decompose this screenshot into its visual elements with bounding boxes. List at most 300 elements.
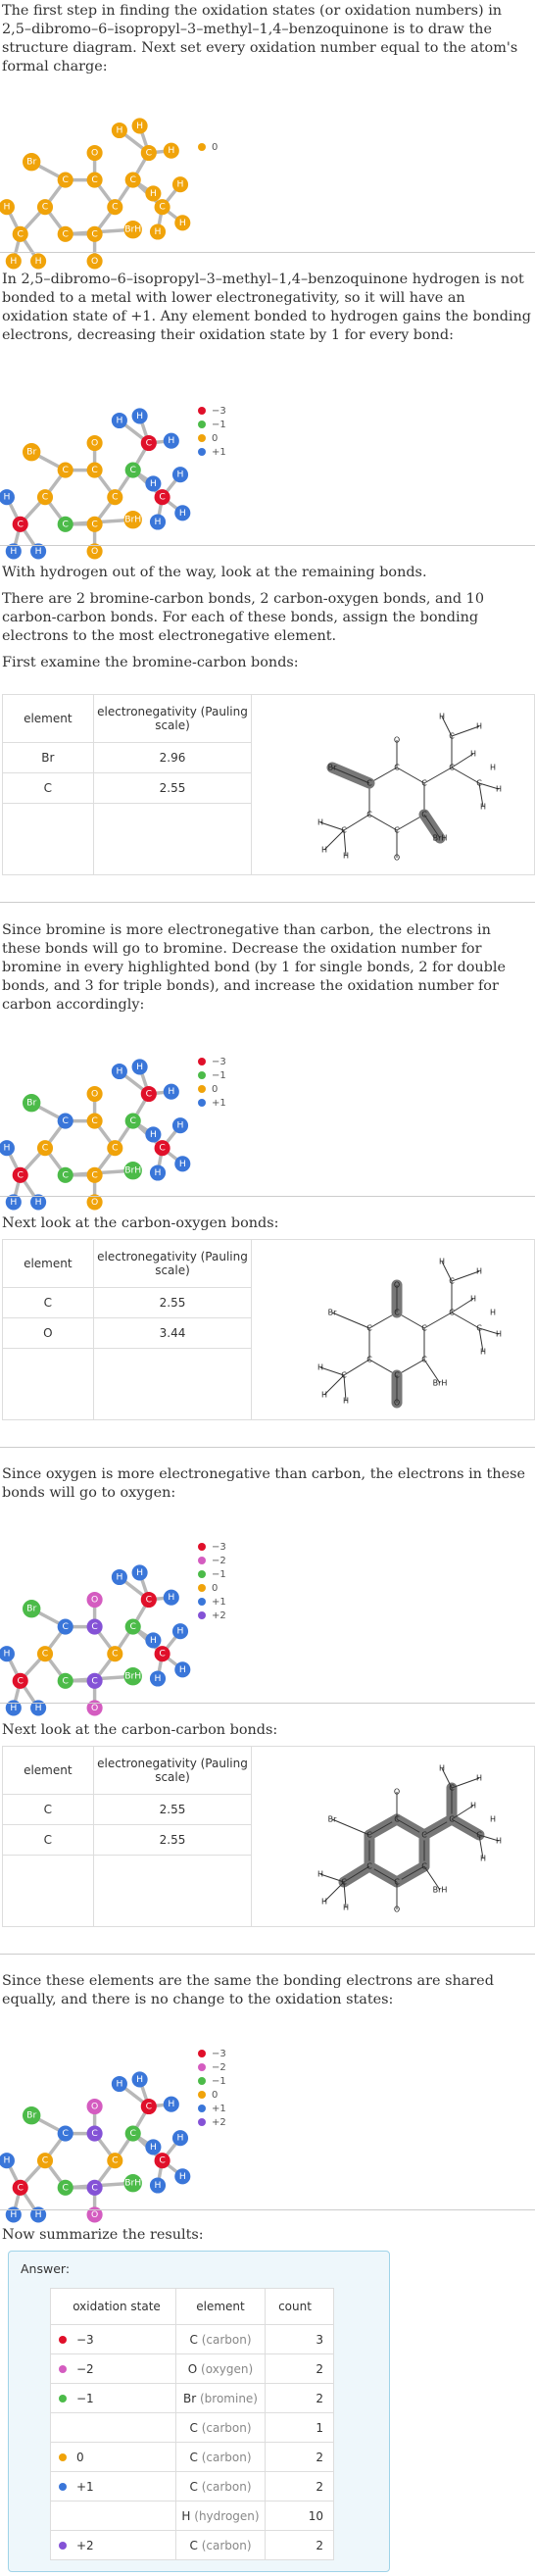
cell-oxidation-state — [51, 2325, 176, 2354]
table-row — [51, 2325, 334, 2354]
divider — [0, 1196, 535, 1197]
atom-label: H — [10, 545, 18, 557]
atom-label: H — [176, 1625, 184, 1637]
atom-label: C — [41, 201, 49, 213]
atom-label: H — [149, 477, 157, 489]
table-c-o — [2, 1239, 535, 1420]
legend-swatch — [198, 448, 206, 456]
atom-label: H — [480, 1854, 487, 1863]
atom-label: H — [3, 1142, 11, 1154]
element-name: (carbon) — [201, 2450, 252, 2464]
summary-section — [0, 2226, 535, 2245]
cell-element: C — [3, 773, 94, 804]
atom-label: H — [136, 2073, 144, 2085]
c-o-after-section — [0, 1465, 535, 1503]
atom-label: C — [159, 2155, 166, 2166]
summary-table — [50, 2288, 334, 2560]
atom-label: H — [178, 1158, 186, 1169]
atom-label: O — [394, 1398, 401, 1408]
atom-label: C — [91, 228, 98, 240]
atom-label: C — [476, 1830, 482, 1840]
atom-label: O — [394, 853, 401, 863]
bond — [424, 768, 452, 783]
atom-label: C — [476, 778, 482, 788]
header-element: element — [3, 1240, 94, 1288]
legend-label: 0 — [212, 432, 219, 444]
atom-label: C — [91, 174, 98, 186]
cell-oxidation-state — [51, 2413, 176, 2443]
atom-label: C — [91, 1115, 98, 1127]
atom-label: H — [439, 712, 446, 721]
atom-label: H — [496, 784, 503, 794]
legend-item — [198, 1540, 226, 1554]
atom-label: H — [321, 1897, 328, 1907]
atom-label: Br — [26, 1097, 37, 1109]
cell-oxidation-state — [51, 2472, 176, 2502]
cell-oxidation-state — [51, 2502, 176, 2531]
atom-label: C — [421, 810, 427, 819]
bond — [452, 1271, 479, 1281]
legend-swatch — [198, 421, 206, 428]
bond — [452, 768, 479, 783]
divider — [0, 252, 535, 253]
bond — [452, 726, 479, 736]
atom-label: BrH — [124, 2177, 142, 2189]
atom-label: C — [159, 201, 166, 213]
atom-label: C — [394, 825, 400, 835]
legend-swatch — [198, 1071, 206, 1079]
legend-label: +1 — [212, 1596, 226, 1608]
state-swatch — [59, 2453, 67, 2461]
atom-label: BrH — [124, 1164, 142, 1176]
atom-label: O — [394, 1280, 401, 1290]
atom-label: O — [394, 1787, 401, 1797]
divider — [0, 1447, 535, 1448]
legend-swatch — [198, 2050, 206, 2057]
table-row — [51, 2502, 334, 2531]
legend-label: 0 — [212, 2089, 219, 2101]
bonds-section — [0, 564, 535, 672]
atom-label: H — [116, 1065, 123, 1077]
br-c-intro: First examine the bromine-carbon bonds: — [2, 655, 299, 670]
atom-label: C — [129, 1621, 136, 1633]
atom-label: H — [470, 1801, 477, 1810]
atom-label: C — [394, 1370, 400, 1380]
atom-label: C — [62, 519, 69, 530]
divider — [0, 902, 535, 903]
atom-label: C — [17, 1169, 24, 1181]
cell-element — [176, 2325, 266, 2354]
blank-cell — [93, 804, 252, 875]
c-o-section — [0, 1214, 535, 1233]
legend-item — [198, 1595, 226, 1609]
atom-label: H — [154, 1673, 162, 1684]
atom-label: C — [41, 1142, 49, 1154]
legend-label: −2 — [212, 2061, 226, 2073]
legend-item — [198, 431, 226, 445]
legend-label: +2 — [212, 1610, 226, 1621]
cell-count: 2 — [266, 2531, 334, 2560]
cell-element — [176, 2531, 266, 2560]
legend-swatch — [198, 143, 206, 151]
bonds-text: There are 2 bromine-carbon bonds, 2 carbon-oxygen bonds, and 10 carbon-carbon bonds. For each of these bonds, assign the bonding electrons to the most electronegative element. — [2, 591, 484, 644]
atom-label: Br — [26, 1603, 37, 1614]
bond — [452, 1313, 479, 1328]
atom-label: C — [91, 2182, 98, 2194]
legend-swatch — [198, 1584, 206, 1592]
state-label: +2 — [76, 2538, 94, 2552]
cell-element — [176, 2443, 266, 2472]
atom-label: C — [91, 519, 98, 530]
atom-label: H — [168, 2099, 175, 2110]
atom-label: H — [480, 1347, 487, 1357]
atom-label: Br — [327, 763, 337, 772]
element-symbol: H — [181, 2508, 195, 2523]
atom-label: H — [490, 1814, 497, 1824]
atom-label: C — [17, 519, 24, 530]
atom-label: O — [394, 1905, 401, 1914]
legend-label: 0 — [212, 141, 219, 153]
legend-swatch — [198, 1058, 206, 1065]
legend-item — [198, 1581, 226, 1595]
legend-swatch — [198, 1543, 206, 1551]
cell-element — [176, 2502, 266, 2531]
cell-en: 2.96 — [93, 743, 252, 773]
cell-count: 10 — [266, 2502, 334, 2531]
blank-cell — [3, 1856, 94, 1927]
atom-label: H — [343, 1903, 350, 1912]
element-name: (oxygen) — [201, 2361, 254, 2376]
legend-label: −1 — [212, 1069, 226, 1081]
br-c-after-section — [0, 921, 535, 1015]
atom-label: H — [480, 802, 487, 812]
cell-en: 3.44 — [93, 1318, 252, 1349]
cell-element — [176, 2354, 266, 2384]
atom-label: H — [116, 124, 123, 136]
legend-item — [198, 140, 218, 154]
atom-label: C — [366, 1861, 372, 1871]
legend-5 — [198, 2047, 226, 2129]
legend-item — [198, 1554, 226, 1567]
header-electronegativity: electronegativity (Pauling scale) — [93, 1240, 252, 1288]
atom-label: H — [154, 517, 162, 527]
atom-label: O — [90, 545, 99, 557]
legend-label: −2 — [212, 1555, 226, 1566]
atom-label: C — [145, 2101, 153, 2112]
legend-1 — [198, 140, 218, 154]
element-name: (carbon) — [201, 2479, 252, 2494]
atom-label: H — [470, 1294, 477, 1304]
atom-label: H — [321, 1390, 328, 1400]
atom-label: H — [116, 2078, 123, 2090]
atom-label: H — [3, 1648, 11, 1660]
legend-label: −3 — [212, 2048, 226, 2059]
atom-label: C — [366, 778, 372, 788]
table-row — [51, 2443, 334, 2472]
table-row — [51, 2531, 334, 2560]
state-swatch — [59, 2395, 67, 2403]
remaining-text: With hydrogen out of the way, look at the remaining bonds. — [2, 565, 427, 580]
state-label: +1 — [76, 2479, 94, 2494]
atom-label: H — [321, 845, 328, 855]
atom-label: H — [34, 1196, 42, 1208]
atom-label: H — [168, 1592, 175, 1604]
state-label: 0 — [76, 2450, 84, 2464]
legend-item — [198, 2074, 226, 2088]
legend-label: +1 — [212, 1097, 226, 1109]
element-symbol: Br — [183, 2391, 200, 2405]
atom-label: Br — [327, 1814, 337, 1824]
legend-label: −1 — [212, 1568, 226, 1580]
atom-label: C — [449, 1783, 455, 1793]
atom-label: H — [10, 255, 18, 267]
legend-item — [198, 1609, 226, 1622]
atom-label: O — [90, 2101, 99, 2112]
atom-label: C — [394, 1814, 400, 1824]
atom-label: C — [62, 174, 69, 186]
legend-swatch — [198, 1085, 206, 1093]
cell-element — [176, 2472, 266, 2502]
atom-label: C — [112, 201, 119, 213]
atom-label: C — [91, 2128, 98, 2140]
legend-item — [198, 418, 226, 431]
hydrogen-section — [0, 271, 535, 345]
legend-swatch — [198, 1557, 206, 1564]
legend-swatch — [198, 407, 206, 415]
legend-item — [198, 2102, 226, 2115]
bond — [332, 1819, 369, 1835]
header-electronegativity: electronegativity (Pauling scale) — [93, 695, 252, 743]
legend-swatch — [198, 1598, 206, 1606]
atom-label: C — [62, 1115, 69, 1127]
cell-en: 2.55 — [93, 773, 252, 804]
state-swatch — [59, 2542, 67, 2550]
atom-label: C — [394, 1877, 400, 1887]
state-swatch — [59, 2336, 67, 2344]
intro-text: The first step in finding the oxidation states (or oxidation numbers) in 2,5–dibromo–6–isopropyl–3–methyl–1,4–benzoquinone is to draw the structure diagram. Next set every oxidation number equal to the atom's formal charge: — [2, 3, 518, 74]
atom-label: C — [421, 1830, 427, 1840]
legend-swatch — [198, 2118, 206, 2126]
atom-label: O — [90, 1196, 99, 1208]
atom-label: H — [496, 1836, 503, 1846]
atom-label: O — [394, 735, 401, 745]
atom-label: C — [129, 465, 136, 476]
atom-label: C — [41, 2155, 49, 2166]
atom-label: H — [3, 491, 11, 503]
atom-label: H — [136, 1566, 144, 1578]
legend-item — [198, 1082, 226, 1096]
atom-label: C — [129, 174, 136, 186]
atom-label: H — [154, 2180, 162, 2191]
atom-label: H — [317, 817, 324, 827]
legend-label: −3 — [212, 405, 226, 417]
legend-item — [198, 2047, 226, 2060]
c-c-section — [0, 1721, 535, 1740]
element-symbol: C — [189, 2332, 202, 2347]
bond — [344, 1360, 369, 1375]
cell-en: 2.55 — [93, 1825, 252, 1856]
atom-label: O — [90, 1594, 99, 1606]
cell-oxidation-state — [51, 2531, 176, 2560]
atom-label: O — [90, 147, 99, 159]
header-electronegativity: electronegativity (Pauling scale) — [93, 1747, 252, 1795]
atom-label: H — [149, 2141, 157, 2153]
atom-label: H — [149, 1128, 157, 1140]
table-br-c — [2, 694, 535, 875]
atom-label: H — [34, 255, 42, 267]
structure-c-o — [252, 1240, 535, 1420]
atom-label: C — [112, 491, 119, 503]
legend-item — [198, 1567, 226, 1581]
table-row — [51, 2413, 334, 2443]
br-c-after: Since bromine is more electronegative than carbon, the electrons in these bonds will go to bromine. Decrease the oxidation number for bromine in every highlighted bond (by 1 for single bonds, 2 for double bonds, and 3 for triple bonds), and increase the oxidation number for carbon accordingly: — [2, 922, 507, 1013]
legend-swatch — [198, 1570, 206, 1578]
atom-label: C — [145, 437, 153, 449]
atom-label: C — [449, 731, 455, 741]
atom-label: C — [159, 1648, 166, 1660]
atom-label: C — [366, 1323, 372, 1333]
answer-label: Answer: — [21, 2261, 71, 2276]
structure-br-c — [252, 695, 535, 875]
legend-item — [198, 445, 226, 459]
bond — [424, 1313, 452, 1328]
atom-label: H — [343, 851, 350, 861]
atom-label: C — [41, 1648, 49, 1660]
atom-label: BrH — [432, 1378, 448, 1388]
hydrogen-text: In 2,5–dibromo–6–isopropyl–3–methyl–1,4–benzoquinone hydrogen is not bonded to a metal with lower electronegativity, so it will have an oxidation state of +1. Any element bonded to hydrogen gains the bonding electrons, decreasing their oxidation state by 1 for every bond: — [2, 272, 532, 343]
atom-label: H — [178, 2170, 186, 2182]
legend-2 — [198, 404, 226, 459]
state-label: −1 — [76, 2391, 94, 2405]
legend-label: +2 — [212, 2116, 226, 2128]
atom-label: C — [159, 491, 166, 503]
element-symbol: C — [189, 2420, 202, 2435]
atom-label: C — [449, 763, 455, 772]
atom-label: C — [145, 1594, 153, 1606]
legend-4 — [198, 1540, 226, 1622]
atom-label: C — [129, 1115, 136, 1127]
atom-label: Br — [26, 2109, 37, 2121]
atom-label: H — [116, 415, 123, 426]
atom-label: C — [366, 810, 372, 819]
atom-label: C — [476, 1323, 482, 1333]
atom-label: C — [91, 1621, 98, 1633]
atom-label: H — [136, 410, 144, 421]
c-o-intro: Next look at the carbon-oxygen bonds: — [2, 1215, 279, 1231]
atom-label: C — [62, 1675, 69, 1687]
atom-label: C — [17, 2182, 24, 2194]
atom-label: H — [439, 1763, 446, 1773]
cell-count: 2 — [266, 2354, 334, 2384]
atom-label: O — [90, 2208, 99, 2220]
cell-oxidation-state — [51, 2354, 176, 2384]
atom-label: C — [449, 1814, 455, 1824]
cell-element: C — [3, 1795, 94, 1825]
atom-label: C — [449, 1308, 455, 1317]
atom-label: H — [176, 178, 184, 190]
atom-label: C — [341, 825, 347, 835]
atom-label: C — [91, 1675, 98, 1687]
legend-swatch — [198, 2091, 206, 2099]
atom-label: O — [90, 255, 99, 267]
bond — [452, 1778, 479, 1788]
atom-label: BrH — [124, 1670, 142, 1682]
cell-element: O — [3, 1318, 94, 1349]
atom-label: H — [176, 1119, 184, 1131]
blank-cell — [93, 1349, 252, 1420]
atom-label: H — [168, 1086, 175, 1098]
cell-count: 1 — [266, 2413, 334, 2443]
legend-item — [198, 1068, 226, 1082]
cell-oxidation-state — [51, 2443, 176, 2472]
atom-label: C — [17, 1675, 24, 1687]
legend-swatch — [198, 434, 206, 442]
atom-label: H — [168, 145, 175, 157]
legend-label: 0 — [212, 1083, 219, 1095]
bond — [344, 815, 369, 830]
cell-element — [176, 2384, 266, 2413]
atom-label: C — [366, 1355, 372, 1364]
blank-cell — [3, 1349, 94, 1420]
element-symbol: C — [189, 2479, 202, 2494]
legend-label: −1 — [212, 419, 226, 430]
header-element: element — [176, 2289, 266, 2325]
legend-label: −3 — [212, 1541, 226, 1553]
atom-label: C — [41, 491, 49, 503]
divider — [0, 1703, 535, 1704]
atom-label: H — [178, 217, 186, 228]
bond — [369, 815, 397, 830]
state-label: −3 — [76, 2332, 94, 2347]
atom-label: Br — [26, 446, 37, 458]
legend-label: −3 — [212, 1056, 226, 1067]
atom-label: C — [421, 1323, 427, 1333]
atom-label: H — [496, 1329, 503, 1339]
c-c-after-section — [0, 1972, 535, 2009]
atom-label: C — [62, 465, 69, 476]
blank-cell — [3, 804, 94, 875]
atom-label: H — [470, 749, 477, 759]
legend-swatch — [198, 2105, 206, 2112]
atom-label: C — [91, 465, 98, 476]
atom-label: C — [62, 228, 69, 240]
cell-element: C — [3, 1825, 94, 1856]
structure-c-c — [252, 1747, 535, 1927]
table-row — [51, 2472, 334, 2502]
atom-label: H — [10, 1196, 18, 1208]
c-o-after: Since oxygen is more electronegative than carbon, the electrons in these bonds will go to oxygen: — [2, 1466, 525, 1501]
element-symbol: C — [189, 2450, 202, 2464]
atom-label: H — [439, 1257, 446, 1266]
cell-element: C — [3, 1288, 94, 1318]
atom-label: C — [17, 228, 24, 240]
atom-label: Br — [26, 156, 37, 168]
legend-item — [198, 404, 226, 418]
atom-label: H — [176, 469, 184, 480]
legend-item — [198, 1096, 226, 1110]
atom-label: C — [449, 1276, 455, 1286]
atom-label: H — [476, 1773, 483, 1783]
legend-swatch — [198, 2063, 206, 2071]
legend-label: +1 — [212, 446, 226, 458]
atom-label: C — [62, 2182, 69, 2194]
atom-label: C — [421, 1861, 427, 1871]
atom-label: H — [149, 187, 157, 199]
element-name: (carbon) — [201, 2538, 252, 2552]
table-c-c — [2, 1746, 535, 1927]
atom-label: H — [3, 201, 11, 213]
cell-oxidation-state — [51, 2384, 176, 2413]
